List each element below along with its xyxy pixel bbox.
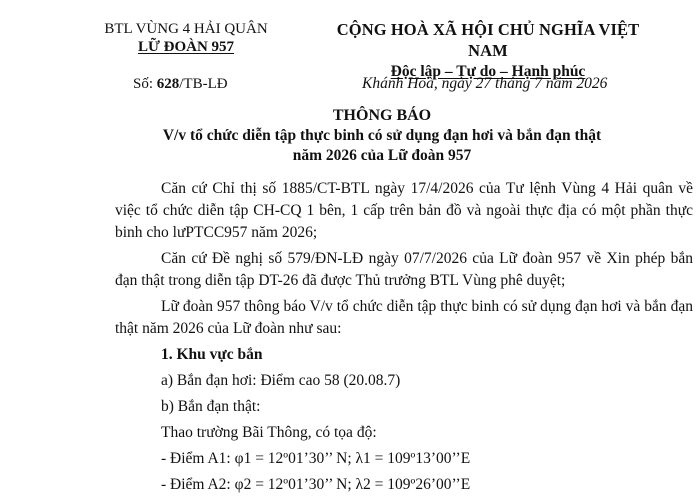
issuing-organization [86,20,286,56]
national-header [318,19,658,82]
document-title [120,106,644,166]
paragraph-proposal: Căn cứ Đề nghị số 579/ĐN-LĐ ngày 07/7/2026 của Lữ đoàn 957 về Xin phép bắn đạn thật trong diễn tập DT-26 đã được Thủ trưởng BTL Vùng phê duyệt; [115,250,693,289]
document-body [115,178,693,500]
paragraph-directive: Căn cứ Chỉ thị số 1885/CT-BTL ngày 17/4/2026 của Tư lệnh Vùng 4 Hải quân về việc tổ chức diễn tập CH-CQ 1 bên, 1 cấp trên bản đồ và ngoài thực địa có một phần thực binh cho lưPTCC957 năm 2026; [115,180,693,241]
doc-number-suffix: /TB-LĐ [179,76,228,92]
subject-line-1: V/v tổ chức diễn tập thực binh có sử dụng đạn hơi và bắn đạn thật [162,127,602,144]
place-date: Khánh Hoà, ngày 27 tháng 7 năm 2026 [362,75,608,92]
org-unit: LỮ ĐOÀN 957 [137,39,235,55]
document-type: THÔNG BÁO [332,107,432,124]
subject-line-2: năm 2026 của Lữ đoàn 957 [292,147,472,164]
paragraph-announcement: Lữ đoàn 957 thông báo V/v tổ chức diễn tập thực binh có sử dụng đạn hơi và bắn đạn thật năm 2026 của Lữ đoàn như sau: [115,298,693,337]
document-number [133,76,228,93]
nation-name: CỘNG HOÀ XÃ HỘI CHỦ NGHĨA VIỆT NAM [336,20,640,60]
coordinate-point-a1: - Điểm A1: φ1 = 12º01’30’’ N; λ1 = 109º13’00’’E [161,450,471,467]
doc-number-value: 628 [156,76,180,92]
section-heading-firing-area: 1. Khu vực bắn [161,346,263,363]
coordinate-point-a2: - Điểm A2: φ2 = 12º01’30’’ N; λ2 = 109º26’00’’E [161,476,471,493]
national-motto: Độc lập – Tự do – Hạnh phúc [390,63,586,80]
item-air-rounds: a) Bắn đạn hơi: Điểm cao 58 (20.08.7) [161,372,401,389]
item-live-rounds: b) Bắn đạn thật: [161,398,261,415]
range-intro: Thao trường Bãi Thông, có tọa độ: [161,424,377,441]
org-parent: BTL VÙNG 4 HẢI QUÂN [104,21,268,37]
doc-number-prefix: Số: [133,76,157,92]
